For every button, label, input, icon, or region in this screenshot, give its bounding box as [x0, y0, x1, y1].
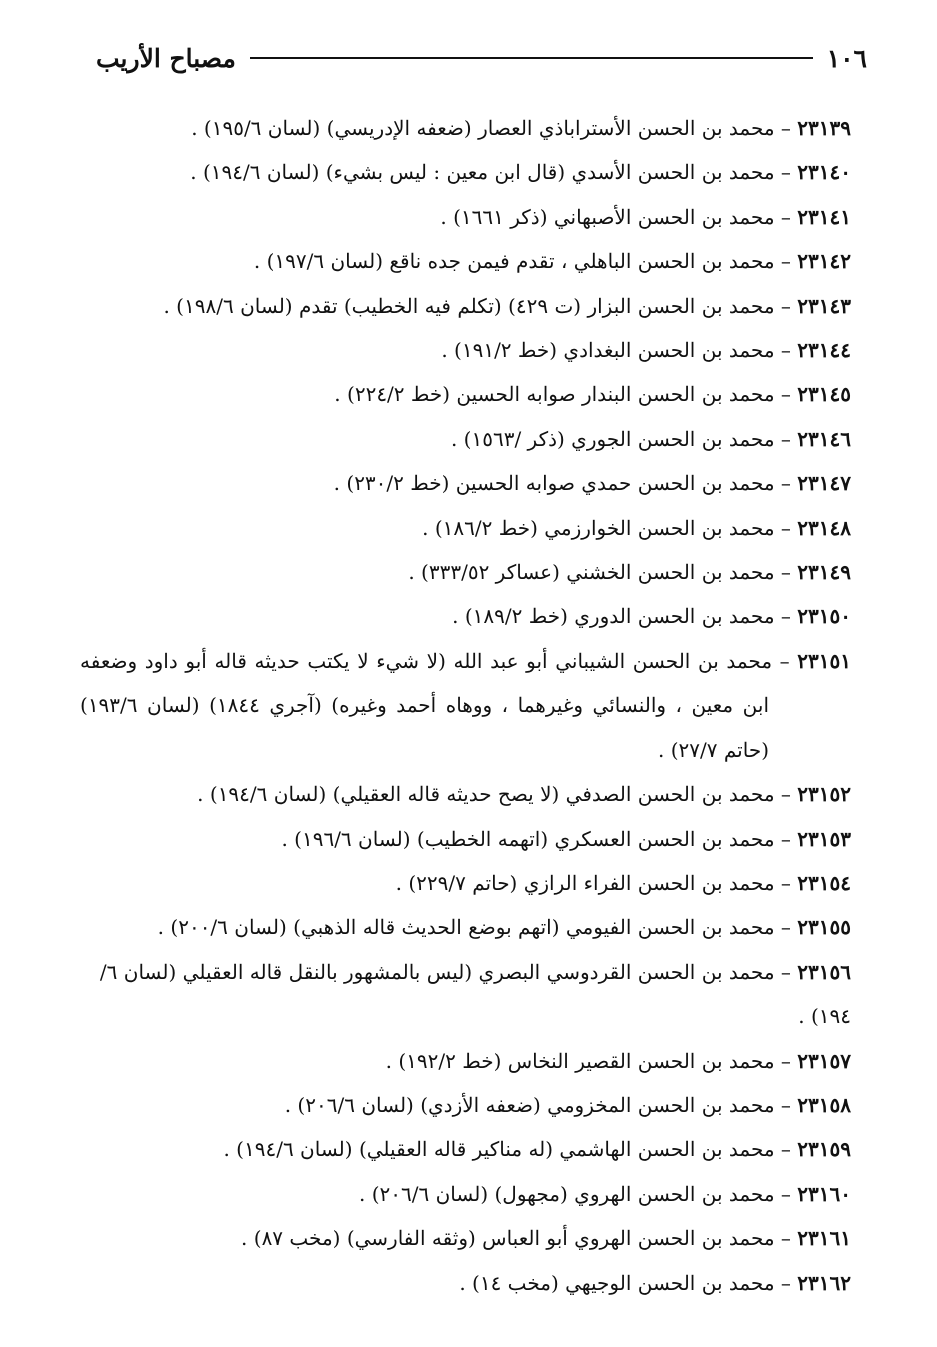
entry-text: محمد بن الحسن الباهلي ، تقدم فيمن جده ناقع (لسان ١٩٧/٦) . — [253, 249, 775, 274]
entry-number: ٢٣١٤٣ — [797, 293, 851, 318]
entry — [80, 417, 851, 461]
entry-text: محمد بن الحسن البزار (ت ٤٢٩) (تكلم فيه الخطيب) تقدم (لسان ١٩٨/٦) . — [163, 293, 775, 318]
entry — [80, 372, 851, 416]
entry-dash: – — [780, 1181, 791, 1206]
entry-text: محمد بن الحسن الهاشمي (له مناكير قاله العقيلي) (لسان ١٩٤/٦) . — [223, 1137, 775, 1162]
entry-text: محمد بن الحسن الشيباني أبو عبد الله (لا شيء لا يكتب حديثه قاله أبو داود وضعفه ابن معين ، والنسائي وغيرهما ، ووهاه أحمد وغيره) (آجري ١٨٤٤) (لسان ١٩٣/٦) (حاتم ٢٧/٧) . — [80, 648, 773, 762]
entry-dash: – — [780, 1226, 791, 1251]
entry — [80, 639, 851, 772]
entry-number: ٢٣١٤٨ — [797, 515, 851, 540]
entry-text: محمد بن الحسن الفراء الرازي (حاتم ٢٢٩/٧) . — [395, 870, 775, 895]
entry — [80, 861, 851, 905]
entry-dash: – — [780, 1270, 791, 1295]
entry-number: ٢٣١٤٤ — [797, 338, 851, 363]
entry-number: ٢٣١٥٩ — [797, 1137, 851, 1162]
entry-text: محمد بن الحسن الخوارزمي (خط ١٨٦/٢) . — [422, 515, 775, 540]
page-header — [96, 38, 867, 78]
entry-number: ٢٣١٤٧ — [797, 471, 851, 496]
running-title: مصباح الأريب — [96, 43, 236, 73]
entry — [80, 195, 851, 239]
entry-text: محمد بن الحسن الفيومي (اتهم بوضع الحديث قاله الذهبي) (لسان ٢٠٠/٦) . — [157, 915, 775, 940]
entry — [80, 1083, 851, 1127]
entry — [80, 461, 851, 505]
entry — [80, 106, 851, 150]
entry-text: محمد بن الحسن المخزومي (ضعفه الأزدي) (لسان ٢٠٦/٦) . — [284, 1092, 775, 1117]
entry-dash: – — [780, 160, 791, 185]
entry — [80, 594, 851, 638]
entry-text: محمد بن الحسن الهروي أبو العباس (وثقه الفارسي) (مخب ٨٧) . — [241, 1226, 775, 1251]
entry — [80, 150, 851, 194]
entry-number: ٢٣١٥٤ — [797, 870, 851, 895]
entry-number: ٢٣١٤٥ — [797, 382, 851, 407]
entry-number: ٢٣١٤١ — [797, 204, 851, 229]
entry-number: ٢٣١٥٥ — [797, 915, 851, 940]
entry-number: ٢٣١٤٦ — [797, 426, 851, 451]
entry-text: محمد بن الحسن الخشني (عساكر ٣٣٣/٥٢) . — [408, 560, 775, 585]
entry-dash: – — [779, 648, 790, 673]
entry-number: ٢٣١٥١ — [797, 648, 851, 673]
entry-text: محمد بن الحسن الوجيهي (مخب ١٤) . — [459, 1270, 775, 1295]
entry-dash: – — [780, 1092, 791, 1117]
entry-number: ٢٣١٥٧ — [797, 1048, 851, 1073]
entry — [80, 950, 851, 1039]
entry-number: ٢٣١٤٩ — [797, 560, 851, 585]
entry-dash: – — [780, 604, 791, 629]
entry-text: محمد بن الحسن الصدفي (لا يصح حديثه قاله العقيلي) (لسان ١٩٤/٦) . — [197, 782, 775, 807]
entry — [80, 239, 851, 283]
entry-number: ٢٣١٦٢ — [797, 1270, 851, 1295]
entry-dash: – — [780, 382, 791, 407]
entry — [80, 506, 851, 550]
entry-dash: – — [780, 116, 791, 140]
entry-number: ٢٣١٥٢ — [797, 782, 851, 807]
entry-number: ٢٣١٤٢ — [797, 249, 851, 274]
entry-dash: – — [780, 959, 791, 984]
entry-dash: – — [780, 204, 791, 229]
entry — [80, 905, 851, 949]
entry-number: ٢٣١٦٠ — [797, 1181, 851, 1206]
entry — [80, 1261, 851, 1305]
entry-text: محمد بن الحسن القردوسي البصري (ليس بالمشهور بالنقل قاله العقيلي (لسان ٦/ ١٩٤) . — [99, 959, 851, 1029]
entry-text: محمد بن الحسن الهروي (مجهول) (لسان ٢٠٦/٦) . — [359, 1181, 775, 1206]
entry-dash: – — [780, 870, 791, 895]
entry-text: محمد بن الحسن الدوري (خط ١٨٩/٢) . — [452, 604, 775, 629]
entry-text: محمد بن الحسن الأسدي (قال ابن معين : ليس بشيء) (لسان ١٩٤/٦) . — [190, 160, 775, 185]
entry-text: محمد بن الحسن الأستراباذي العصار (ضعفه الإدريسي) (لسان ١٩٥/٦) . — [191, 116, 775, 140]
entry-text: محمد بن الحسن القصير النخاس (خط ١٩٢/٢) . — [385, 1048, 775, 1073]
entry-number: ٢٣١٣٩ — [797, 116, 851, 140]
entry-text: محمد بن الحسن البغدادي (خط ١٩١/٢) . — [441, 338, 775, 363]
header-rule — [250, 57, 813, 59]
entry-dash: – — [780, 1137, 791, 1162]
entry-text: محمد بن الحسن البندار صوابه الحسين (خط ٢٢٤/٢) . — [334, 382, 775, 407]
entry — [80, 550, 851, 594]
entry — [80, 772, 851, 816]
entry — [80, 817, 851, 861]
entry — [80, 1172, 851, 1216]
entry — [80, 1216, 851, 1260]
page-number: ١٠٦ — [826, 43, 867, 73]
entry-dash: – — [780, 249, 791, 274]
entry — [80, 1127, 851, 1171]
entry-dash: – — [780, 826, 791, 851]
entry-dash: – — [780, 338, 791, 363]
entry-list — [80, 106, 851, 1305]
entry-text: محمد بن الحسن الأصبهاني (ذكر ١٦٦١) . — [440, 204, 775, 229]
entry-dash: – — [780, 515, 791, 540]
entry-dash: – — [780, 293, 791, 318]
entry-dash: – — [780, 1048, 791, 1073]
entry — [80, 284, 851, 328]
entry — [80, 1039, 851, 1083]
entry-number: ٢٣١٦١ — [797, 1226, 851, 1251]
entry-text: محمد بن الحسن الجوري (ذكر /١٥٦٣) . — [450, 426, 775, 451]
entry-number: ٢٣١٤٠ — [797, 160, 851, 185]
entry-text: محمد بن الحسن حمدي صوابه الحسين (خط ٢٣٠/٢) . — [333, 471, 775, 496]
entry-dash: – — [780, 560, 791, 585]
entry-text: محمد بن الحسن العسكري (اتهمه الخطيب) (لسان ١٩٦/٦) . — [281, 826, 775, 851]
entry-number: ٢٣١٥٣ — [797, 826, 851, 851]
entry-dash: – — [780, 915, 791, 940]
entry-number: ٢٣١٥٨ — [797, 1092, 851, 1117]
entry-dash: – — [780, 471, 791, 496]
entry-number: ٢٣١٥٠ — [797, 604, 851, 629]
entry-number: ٢٣١٥٦ — [797, 959, 851, 984]
entry — [80, 328, 851, 372]
entry-dash: – — [780, 782, 791, 807]
entry-dash: – — [780, 426, 791, 451]
